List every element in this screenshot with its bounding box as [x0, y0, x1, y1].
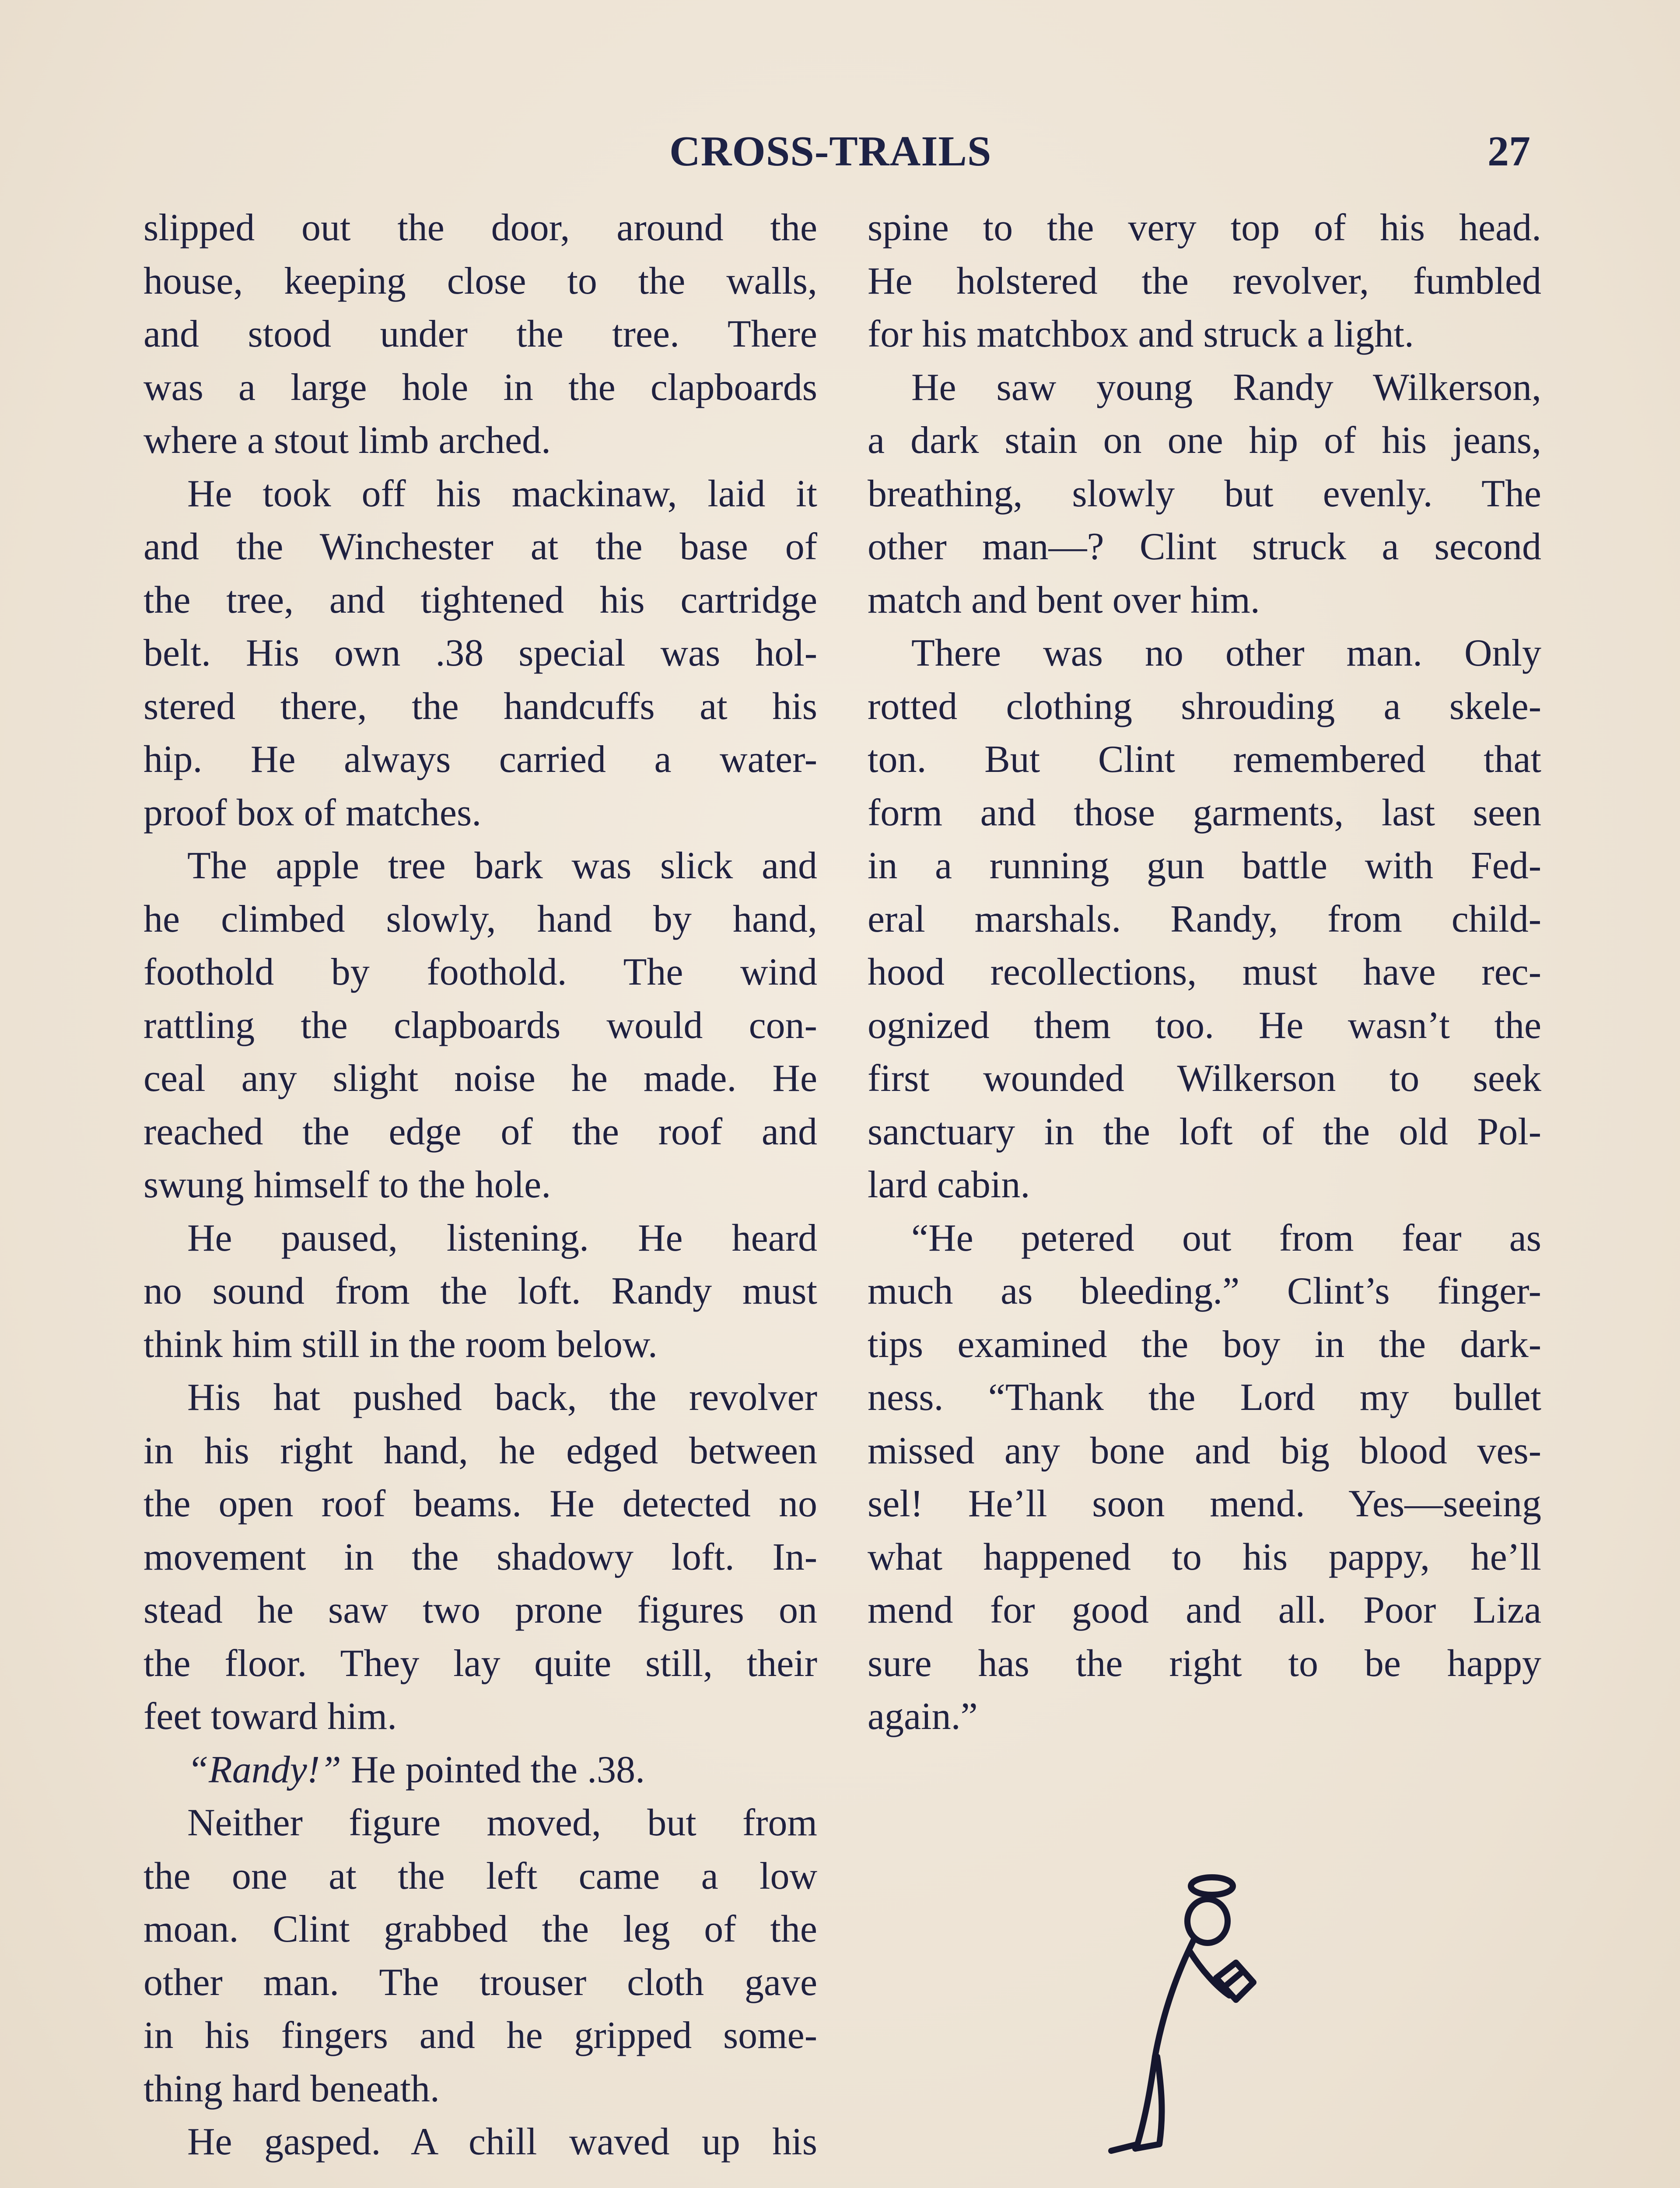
- right-text-column: [868, 201, 1541, 1743]
- left-text-column: [144, 201, 817, 2169]
- halo-icon: [1191, 1877, 1233, 1895]
- right-column-line: much as bleeding.” Clint’s finger-: [868, 1270, 1541, 1312]
- left-column-line: house, keeping close to the walls,: [144, 259, 817, 302]
- left-column-line: the tree, and tightened his cartridge: [144, 579, 817, 621]
- left-column-line: in his right hand, he edged between: [144, 1429, 817, 1472]
- right-column-line: in a running gun battle with Fed-: [868, 845, 1541, 887]
- left-column-line: stered there, the handcuffs at his: [144, 685, 817, 728]
- left-column-line: was a large hole in the clapboards: [144, 366, 817, 409]
- right-column-line: eral marshals. Randy, from child-: [868, 898, 1541, 940]
- left-column-line: ceal any slight noise he made. He: [144, 1057, 817, 1100]
- right-column-line: “He petered out from fear as: [911, 1217, 1541, 1259]
- left-column-line: and the Winchester at the base of: [144, 526, 817, 568]
- quote-rest: He pointed the .38.: [341, 1748, 645, 1791]
- right-column-line: match and bent over him.: [868, 579, 1260, 621]
- right-column-line: rotted clothing shrouding a skele-: [868, 685, 1541, 728]
- left-column-line: thing hard beneath.: [144, 2067, 440, 2110]
- right-column-line: He holstered the revolver, fumbled: [868, 259, 1541, 302]
- left-column-line: He took off his mackinaw, laid it: [187, 472, 817, 515]
- left-column-line: the open roof beams. He detected no: [144, 1483, 817, 1525]
- right-column-line: for his matchbox and struck a light.: [868, 313, 1414, 355]
- left-column-line: [144, 1743, 817, 1797]
- right-column-line: sanctuary in the loft of the old Pol-: [868, 1110, 1541, 1153]
- left-column-line: feet toward him.: [144, 1695, 397, 1738]
- right-column-line: sure has the right to be happy: [868, 1642, 1541, 1685]
- left-column-line: He paused, listening. He heard: [187, 1217, 817, 1259]
- left-column-line: moan. Clint grabbed the leg of the: [144, 1908, 817, 1950]
- right-column-line: missed any bone and big blood ves-: [868, 1429, 1541, 1472]
- right-column-line: again.”: [868, 1695, 978, 1738]
- left-column-line: the floor. They lay quite still, their: [144, 1642, 817, 1685]
- right-column-line: what happened to his pappy, he’ll: [868, 1536, 1541, 1578]
- right-column-line: other man—? Clint struck a second: [868, 526, 1541, 568]
- right-column-line: ton. But Clint remembered that: [868, 738, 1541, 781]
- left-column-line: the one at the left came a low: [144, 1855, 817, 1897]
- left-column-line: and stood under the tree. There: [144, 313, 817, 355]
- left-column-line: think him still in the room below.: [144, 1323, 658, 1366]
- left-column-line: reached the edge of the roof and: [144, 1110, 817, 1153]
- left-column-line: He gasped. A chill waved up his: [187, 2121, 817, 2163]
- right-column-line: hood recollections, must have rec-: [868, 951, 1541, 993]
- left-column-line: swung himself to the hole.: [144, 1164, 551, 1206]
- figure-leg-left: [1111, 2057, 1155, 2151]
- right-column-line: breathing, slowly but evenly. The: [868, 472, 1541, 515]
- right-column-line: a dark stain on one hip of his jeans,: [868, 419, 1541, 462]
- right-column-line: tips examined the boy in the dark-: [868, 1323, 1541, 1366]
- right-column-line: ness. “Thank the Lord my bullet: [868, 1376, 1541, 1419]
- left-column-line: he climbed slowly, hand by hand,: [144, 898, 817, 940]
- left-column-line: stead he saw two prone figures on: [144, 1589, 817, 1631]
- left-column-line: belt. His own .38 special was hol-: [144, 632, 817, 674]
- left-column-line: rattling the clapboards would con-: [144, 1004, 817, 1047]
- left-column-line: Neither figure moved, but from: [187, 1802, 817, 1844]
- left-column-line: no sound from the loft. Randy must: [144, 1270, 817, 1312]
- left-column-line: proof box of matches.: [144, 791, 482, 834]
- left-column-line: foothold by foothold. The wind: [144, 951, 817, 993]
- right-column-line: spine to the very top of his head.: [868, 207, 1541, 249]
- left-column-line: where a stout limb arched.: [144, 419, 551, 462]
- left-column-line: The apple tree bark was slick and: [187, 845, 817, 887]
- quote-italic: “Randy!”: [187, 1748, 341, 1791]
- right-column-line: mend for good and all. Poor Liza: [868, 1589, 1541, 1631]
- right-column-line: first wounded Wilkerson to seek: [868, 1057, 1541, 1100]
- left-column-line: His hat pushed back, the revolver: [187, 1376, 817, 1419]
- figure-body: [1155, 1939, 1194, 2057]
- page-number: 27: [1488, 128, 1530, 175]
- right-column-line: He saw young Randy Wilkerson,: [911, 366, 1541, 409]
- left-column-line: other man. The trouser cloth gave: [144, 1961, 817, 2004]
- right-column-line: form and those garments, last seen: [868, 791, 1541, 834]
- right-column-line: There was no other man. Only: [911, 632, 1541, 674]
- right-column-line: sel! He’ll soon mend. Yes—seeing: [868, 1483, 1541, 1525]
- right-column-line: lard cabin.: [868, 1164, 1030, 1206]
- left-column-line: slipped out the door, around the: [144, 207, 817, 249]
- left-column-line: movement in the shadowy loft. In-: [144, 1536, 817, 1578]
- right-column-line: ognized them too. He wasn’t the: [868, 1004, 1541, 1047]
- left-column-line: in his fingers and he gripped some-: [144, 2014, 817, 2057]
- stick-figure-with-halo-illustration: [1085, 1869, 1295, 2166]
- left-column-line: hip. He always carried a water-: [144, 738, 817, 781]
- running-title: CROSS-TRAILS: [669, 128, 992, 175]
